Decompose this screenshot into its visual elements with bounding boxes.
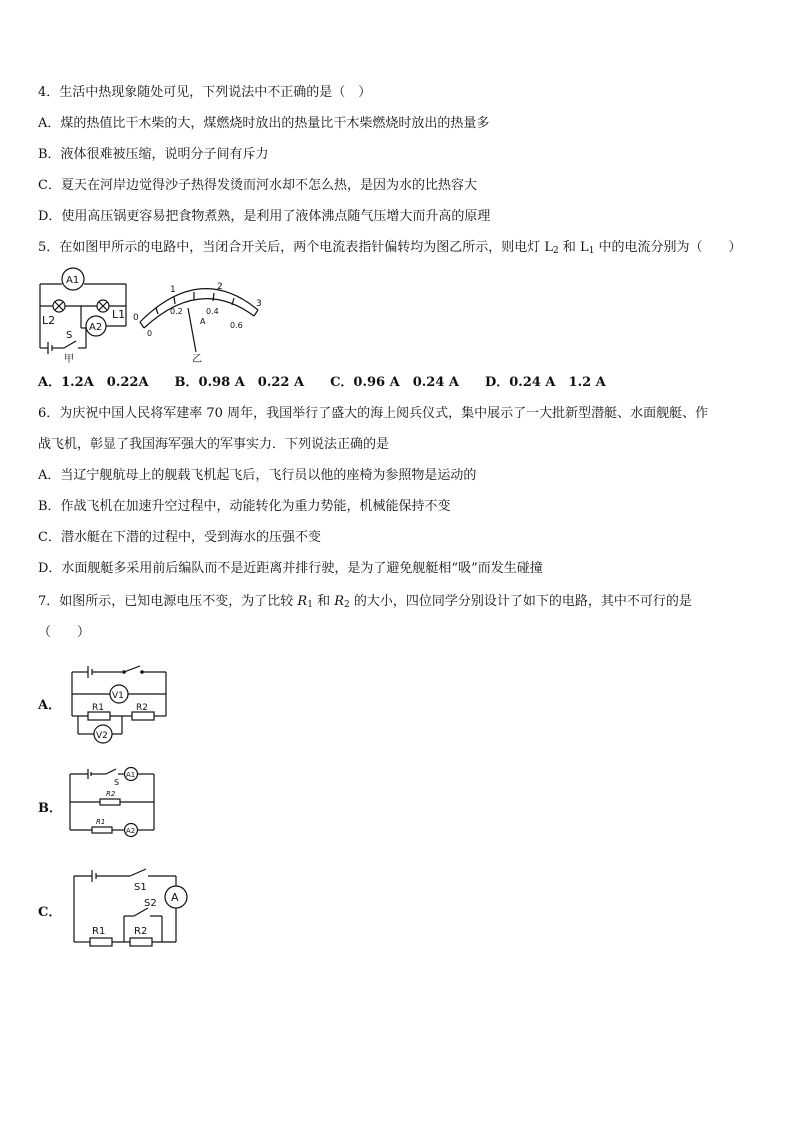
dial-bottom-zero: 0 <box>147 329 153 338</box>
resistor-r2-icon <box>132 712 154 720</box>
figure-yi-caption: 乙 <box>192 354 202 365</box>
q4-option-a: A．煤的热值比干木柴的大，煤燃烧时放出的热量比干木柴燃烧时放出的热量多 <box>38 116 490 131</box>
ammeter-a2-label: A2 <box>89 322 103 333</box>
dial-needle <box>188 308 196 352</box>
ammeter-a1-label: A1 <box>66 275 80 286</box>
lamp-l2-label: L2 <box>42 314 56 327</box>
switch-s-label: S <box>114 778 120 787</box>
q6-option-c: C．潜水艇在下潜的过程中，受到海水的压强不变 <box>38 530 321 545</box>
q7-stem: 7．如图所示，已知电源电压不变，为了比较 $R_1$ 和 $R_2$ 的大小，四位同学分别设计了如下的电路，其中不可行的是 <box>38 594 692 610</box>
ammeter-a2-label: A2 <box>126 827 136 835</box>
dial-top-tick-2: 2 <box>217 282 223 292</box>
q6-option-d: D．水面舰艇多采用前后编队而不是近距离并排行驶，是为了避免舰艇相“吸”而发生碰撞 <box>38 561 543 576</box>
resistor-r2-label: R2 <box>136 703 148 713</box>
q7-option-a-label: A． <box>38 698 62 713</box>
q6-stem-line-1: 6．为庆祝中国人民将军建率 70 周年，我国举行了盛大的海上阅兵仪式，集中展示了一大批新型潜艇、水面舰艇、作 <box>38 406 709 421</box>
switch-label: S <box>66 330 73 341</box>
q6-option-a: A．当辽宁舰航母上的舰载飞机起飞后，飞行员以他的座椅为参照物是运动的 <box>38 468 477 483</box>
dial-top-tick-1: 1 <box>170 285 176 295</box>
dial-bottom-tick-2: 0.4 <box>206 307 219 316</box>
switch-s2-label: S2 <box>144 898 157 909</box>
resistor-r2-icon <box>100 799 120 805</box>
resistor-r2-label: R2 <box>134 926 148 937</box>
dial-top-max: 3 <box>256 299 262 309</box>
q5-options: A．1.2A 0.22A B．0.98 A 0.22 A C．0.96 A 0.24 A D．0.24 A 1.2 A <box>38 375 606 390</box>
q7-answer-paren: （ ） <box>38 625 91 640</box>
q7-option-c-label: C． <box>38 905 62 920</box>
q7-circuit-b <box>66 766 162 838</box>
q4-option-d: D．使用高压锅更容易把食物煮熟，是利用了液体沸点随气压增大而升高的原理 <box>38 209 491 224</box>
resistor-r1-icon <box>88 712 110 720</box>
q5-circuit-figure <box>36 268 136 364</box>
q4-option-c: C．夏天在河岸边觉得沙子热得发烫而河水却不怎么热，是因为水的比热容大 <box>38 178 477 193</box>
q7-circuit-a <box>66 660 176 744</box>
dial-top-zero: 0 <box>133 313 139 323</box>
resistor-r2-label: R2 <box>106 790 116 798</box>
ammeter-a-label: A <box>171 891 179 904</box>
switch-s1-label: S1 <box>134 882 147 893</box>
lamp-l1-label: L1 <box>112 308 126 321</box>
q4-option-b: B．液体很难被压缩，说明分子间有斥力 <box>38 147 269 162</box>
q6-stem-line-2: 战飞机，彰显了我国海军强大的军事实力．下列说法正确的是 <box>38 437 390 452</box>
resistor-r1-icon <box>92 827 112 833</box>
voltmeter-v1-label: V1 <box>112 691 124 701</box>
switch-icon <box>64 341 76 348</box>
dial-bottom-max: 0.6 <box>230 321 243 330</box>
dial-unit: A <box>200 317 206 326</box>
voltmeter-v2-label: V2 <box>96 731 108 741</box>
resistor-r1-label: R1 <box>92 703 104 713</box>
resistor-r1-label: R1 <box>92 926 106 937</box>
q4-stem: 4．生活中热现象随处可见，下列说法中不正确的是（ ） <box>38 85 372 100</box>
resistor-r2-icon <box>130 938 152 946</box>
q7-circuit-c <box>70 866 194 948</box>
q7-option-b-label: B． <box>38 801 62 816</box>
q6-option-b: B．作战飞机在加速升空过程中，动能转化为重力势能，机械能保持不变 <box>38 499 451 514</box>
q5-stem: 5．在如图甲所示的电路中，当闭合开关后，两个电流表指针偏转均为图乙所示，则电灯 $L_2$ 和 $L_1$ 中的电流分别为（ ） <box>38 240 742 256</box>
ammeter-a1-label: A1 <box>126 771 136 779</box>
q5-ammeter-dial-figure <box>130 270 270 365</box>
resistor-r1-label: R1 <box>96 818 106 826</box>
resistor-r1-icon <box>90 938 112 946</box>
dial-bottom-tick-1: 0.2 <box>170 307 183 316</box>
figure-jia-caption: 甲 <box>64 354 74 365</box>
